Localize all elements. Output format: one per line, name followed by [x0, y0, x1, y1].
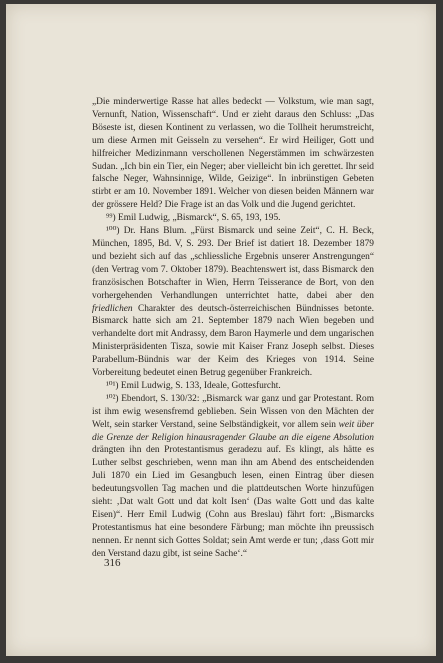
paragraph-main: „Die minderwertige Rasse hat alles bedeckt — Volkstum, wie man sagt, Vernunft, Nation, Wissenschaft“. Und er zieht daraus den Schluss: „Das Böseste ist, diesen Kontinent zu verlassen, wo die Tollheit herumstreicht, um diese Armen mit Geisseln zu versehen“. Er wird Heiliger, Gott und hilfreicher Medizinmann verschollenen Negerstämmen im schwärzesten Sudan. „Ich bin ein Tier, ein Neger; aber vielleicht bin ich gerettet. Ihr seid falsche Neger, Wahnsinnige, Wilde, Geizige“. In inbrünstigen Gebeten stirbt er am 10. November 1891. Welcher von diesen beiden Männern war der grössere Held? Die Frage ist an das Volk und die Jugend gerichtet. — [92, 97, 374, 211]
footnote-text: Emil Ludwig, S. 133, Ideale, Gottesfurcht. — [120, 380, 281, 391]
footnote-italic: friedlichen — [92, 303, 133, 314]
footnote-text: Ebendort, S. 130/32: „Bismarck war ganz und gar Protestant. Rom ist ihm ewig wesensfremd geblieben. Sein Wissen von den Mächten der Welt, sein starker Verstand, seine Selbständigkeit, vor allem sein — [92, 393, 375, 430]
footnote-100 — [92, 225, 374, 380]
footnote-number: ¹⁰¹) — [106, 380, 119, 391]
footnote-number: ¹⁰⁰) — [106, 226, 120, 237]
footnote-99 — [92, 212, 374, 225]
footnote-number: ⁹⁹) — [106, 213, 116, 224]
footnote-text: Dr. Hans Blum. „Fürst Bismarck und seine Zeit“, C. H. Beck, München, 1895, Bd. V, S. 293. Der Brief ist datiert 18. Dezember 1879 und bezieht sich auf das „schliessliche Ergebnis unserer Anstrengungen“ (den Vertrag vom 7. Oktober 1879). Beachtenswert ist, dass Bismarck den französischen Botschafter in Wien, Herrn Teisserance de Bort, von den vorhergehenden Verhandlungen unterrichtet hatte, dabei aber den — [92, 226, 375, 301]
footnote-number: ¹⁰²) — [106, 393, 119, 404]
footnote-text-cont: Charakter des deutsch-österreichischen Bündnisses betonte. Bismarck hatte sich am 21. September 1879 nach Wien begeben und verhandelte dort mit Andrassy, dem Baron Haymerle und dem ungarischen Ministerpräsidenten Tisza, sowie mit Kaiser Franz Joseph selbst. Dieses Parabellum-Bündnis war der Keim des Krieges von 1914. Seine Vorbereitung bedeutet einen Betrug gegenüber Frankreich. — [92, 303, 375, 379]
page-number: 316 — [104, 557, 121, 569]
footnote-italic: weit über die Grenze der Religion hinausragender Glaube an die eigene Absolution — [92, 419, 375, 443]
footnote-text-cont: drängten ihn den Protestantismus geradezu auf. Es klingt, als hätte es Luther selbst geschrieben, wenn man ihn am Abend des entscheidenden Juli 1870 ein Lied im Gesangbuch lesen, einen Eintrag über diesen bedeutungsvollen Tag machen und die plattdeutschen Worte hinzufügen sieht: ‚Dat walt Gott und dat kolt Isen‘ (Das walte Gott und das kalte Eisen)“. Herr Emil Ludwig (Cohn aus Breslau) fährt fort: „Bismarcks Protestantismus hat eine besondere Färbung; man möchte ihn preussisch nennen. Er nennt sich Gottes Soldat; sein Amt werde er tun; ‚dass Gott mir den Verstand dazu gibt, ist seine Sache‘.“ — [92, 445, 374, 559]
page-body — [92, 96, 374, 561]
footnote-102 — [92, 393, 374, 561]
footnote-101 — [92, 380, 374, 393]
footnote-text: Emil Ludwig, „Bismarck“, S. 65, 193, 195. — [118, 213, 281, 224]
book-page — [6, 4, 436, 656]
